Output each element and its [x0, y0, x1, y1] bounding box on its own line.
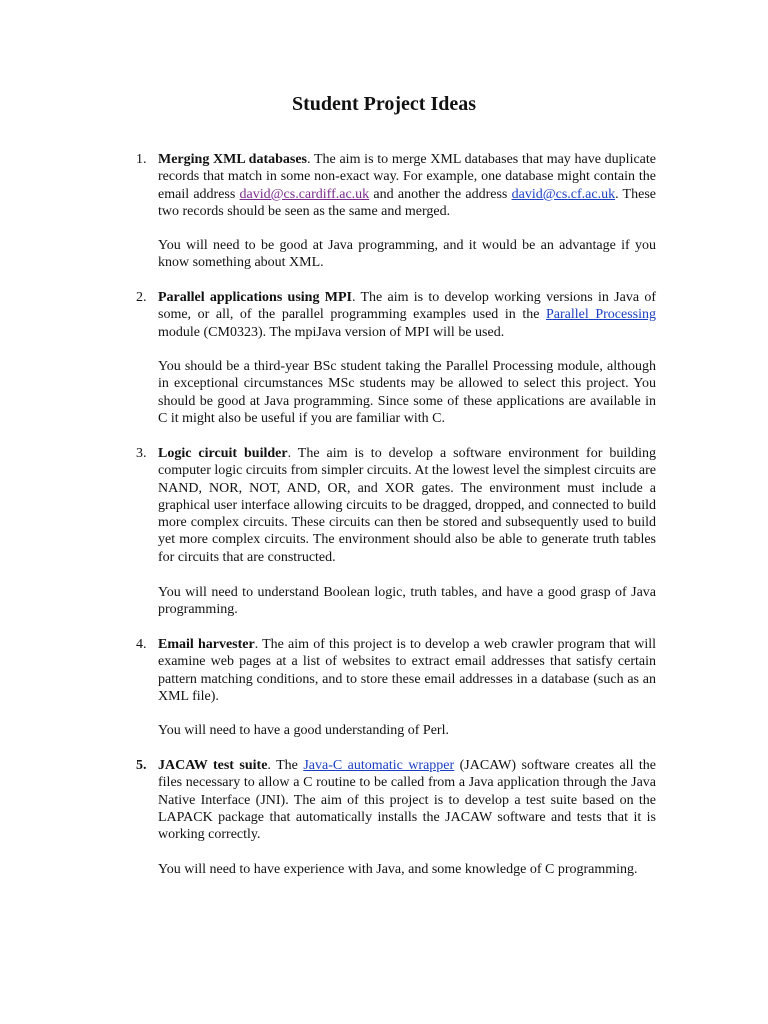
- description-text: . The aim of this project is to develop a web crawler program that will examine web pages at a list of websites to extract email addresses that satisfy certain pattern matching conditions, and to store these email addresses in a database (such as an XML file).: [158, 637, 657, 704]
- description-text: . The aim is to develop a software environment for building computer logic circuits from simpler circuits. At the lowest level the simplest circuits are NAND, NOR, NOT, AND, OR, and XOR gates. The environment must include a graphical user interface allowing circuits to be dragged, dropped, and connected to build more complex circuits. These circuits can then be stored and subsequently used to build yet more complex circuits. The environment should also be able to generate truth tables for circuits that are constructed.: [158, 446, 657, 565]
- project-requirements: You will need to be good at Java programming, and it would be an advantage if you know something about XML.: [158, 238, 656, 271]
- module-link[interactable]: Parallel Processing: [546, 307, 656, 323]
- project-requirements: You should be a third-year BSc student taking the Parallel Processing module, although in exceptional circumstances MSc students may be allowed to select this project. You should be good at Java programming. Since some of these applications are available in C it might also be useful if you are familiar with C.: [158, 359, 656, 426]
- project-description: [158, 445, 656, 566]
- project-description: [158, 151, 656, 220]
- list-number: 1.: [136, 152, 147, 167]
- description-text: . The aim is to merge XML databases that may have duplicate records that match in some non-exact way. For example, one database might contain the email address: [158, 152, 656, 202]
- description-text: (JACAW) software creates all the files necessary to allow a C routine to be called from a Java application through the Java Native Interface (JNI). The aim of this project is to develop a test suite based on the LAPACK package that automatically installs the JACAW software and tests that it is working correctly.: [158, 758, 657, 843]
- project-requirements: You will need to have experience with Java, and some knowledge of C programming.: [158, 862, 638, 877]
- project-heading: Parallel applications using MPI: [158, 290, 352, 305]
- email-link[interactable]: david@cs.cardiff.ac.uk: [239, 186, 370, 202]
- description-text: . The: [267, 758, 304, 773]
- project-description: [158, 636, 656, 705]
- list-number: 4.: [136, 637, 147, 652]
- project-requirements: You will need to have a good understanding of Perl.: [158, 723, 449, 738]
- email-link[interactable]: david@cs.cf.ac.uk: [511, 186, 616, 202]
- project-description: [158, 289, 656, 341]
- project-heading: Logic circuit builder: [158, 446, 288, 461]
- project-description: [158, 757, 656, 843]
- project-requirements: You will need to understand Boolean logic, truth tables, and have a good grasp of Java programming.: [158, 585, 656, 618]
- project-heading: JACAW test suite: [158, 758, 268, 773]
- description-text: and another the address: [369, 186, 512, 202]
- description-text: . The aim is to develop working versions in Java of some, or all, of the parallel programming examples used in the: [158, 290, 656, 323]
- page-title: Student Project Ideas: [291, 93, 477, 115]
- project-heading: Email harvester: [158, 637, 255, 652]
- description-text: . These two records should be seen as the same and merged.: [158, 186, 656, 219]
- description-text: module (CM0323). The mpiJava version of MPI will be used.: [158, 324, 505, 340]
- jacaw-link[interactable]: Java-C automatic wrapper: [303, 758, 455, 773]
- list-number: 2.: [136, 290, 147, 305]
- list-number: 3.: [136, 446, 147, 461]
- project-heading: Merging XML databases: [158, 152, 307, 167]
- list-number: 5.: [136, 758, 147, 773]
